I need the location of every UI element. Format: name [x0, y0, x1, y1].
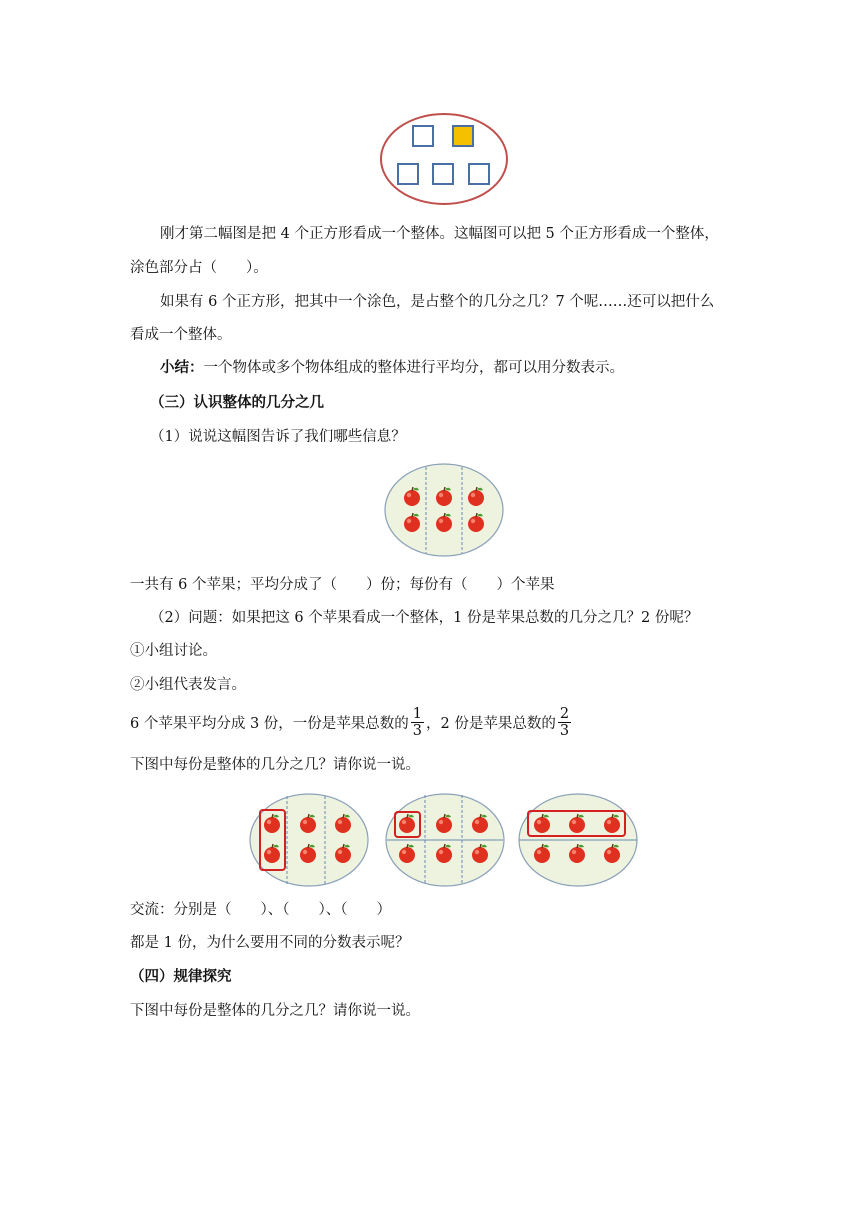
question: （2）问题：如果把这 6 个苹果看成一个整体，1 份是苹果总数的几分之几？2 份呢？: [150, 610, 699, 626]
paragraph-line: 涂色部分占（ ）。: [130, 260, 268, 276]
plate: [385, 464, 503, 556]
shaded-square: [453, 126, 473, 146]
plate: [250, 794, 368, 886]
prompt: 下图中每份是整体的几分之几？请你说一说。: [130, 757, 420, 773]
grouping-figure-halves: [516, 790, 640, 890]
section-heading: （四）规律探究: [130, 968, 232, 985]
fraction-denominator: 3: [412, 722, 423, 739]
paragraph-line: 看成一个整体。: [130, 327, 232, 343]
section-heading: （三）认识整体的几分之几: [150, 394, 324, 411]
conclusion: [130, 704, 573, 744]
square: [433, 164, 453, 184]
grouping-figure-thirds: [247, 790, 371, 890]
fraction-numerator: 2: [559, 705, 570, 722]
fraction-denominator: 3: [559, 722, 570, 739]
square: [413, 126, 433, 146]
step: ①小组讨论。: [130, 643, 217, 659]
grouping-figure-sixths: [383, 790, 507, 890]
paragraph-line: 刚才第二幅图是把 4 个正方形看成一个整体。这幅图可以把 5 个正方形看成一个整体，: [160, 226, 719, 242]
fill-in-question: 一共有 6 个苹果；平均分成了（ ）份；每份有（ ）个苹果: [130, 577, 555, 593]
question: 都是 1 份，为什么要用不同的分数表示呢？: [130, 935, 410, 951]
conclusion-text: ，2 份是苹果总数的: [426, 716, 556, 732]
summary-label: 小结：: [160, 359, 204, 376]
apples-figure: [382, 460, 506, 560]
fraction-numerator: 1: [412, 705, 423, 722]
summary: [160, 358, 624, 378]
square: [469, 164, 489, 184]
paragraph-line: 如果有 6 个正方形，把其中一个涂色，是占整个的几分之几？7 个呢……还可以把什么: [160, 294, 715, 310]
figure-outline-ellipse: [381, 114, 507, 204]
fraction-one-third: [411, 706, 424, 739]
conclusion-text: 6 个苹果平均分成 3 份，一份是苹果总数的: [130, 716, 409, 732]
square: [398, 164, 418, 184]
step: ②小组代表发言。: [130, 677, 246, 693]
prompt: 下图中每份是整体的几分之几？请你说一说。: [130, 1003, 420, 1019]
question: （1）说说这幅图告诉了我们哪些信息？: [150, 429, 406, 445]
summary-text: 一个物体或多个物体组成的整体进行平均分，都可以用分数表示。: [203, 360, 624, 376]
squares-figure: [376, 110, 512, 208]
exchange-line: 交流：分别是（ ）、（ ）、（ ）: [130, 902, 391, 918]
fraction-two-thirds: [558, 706, 571, 739]
